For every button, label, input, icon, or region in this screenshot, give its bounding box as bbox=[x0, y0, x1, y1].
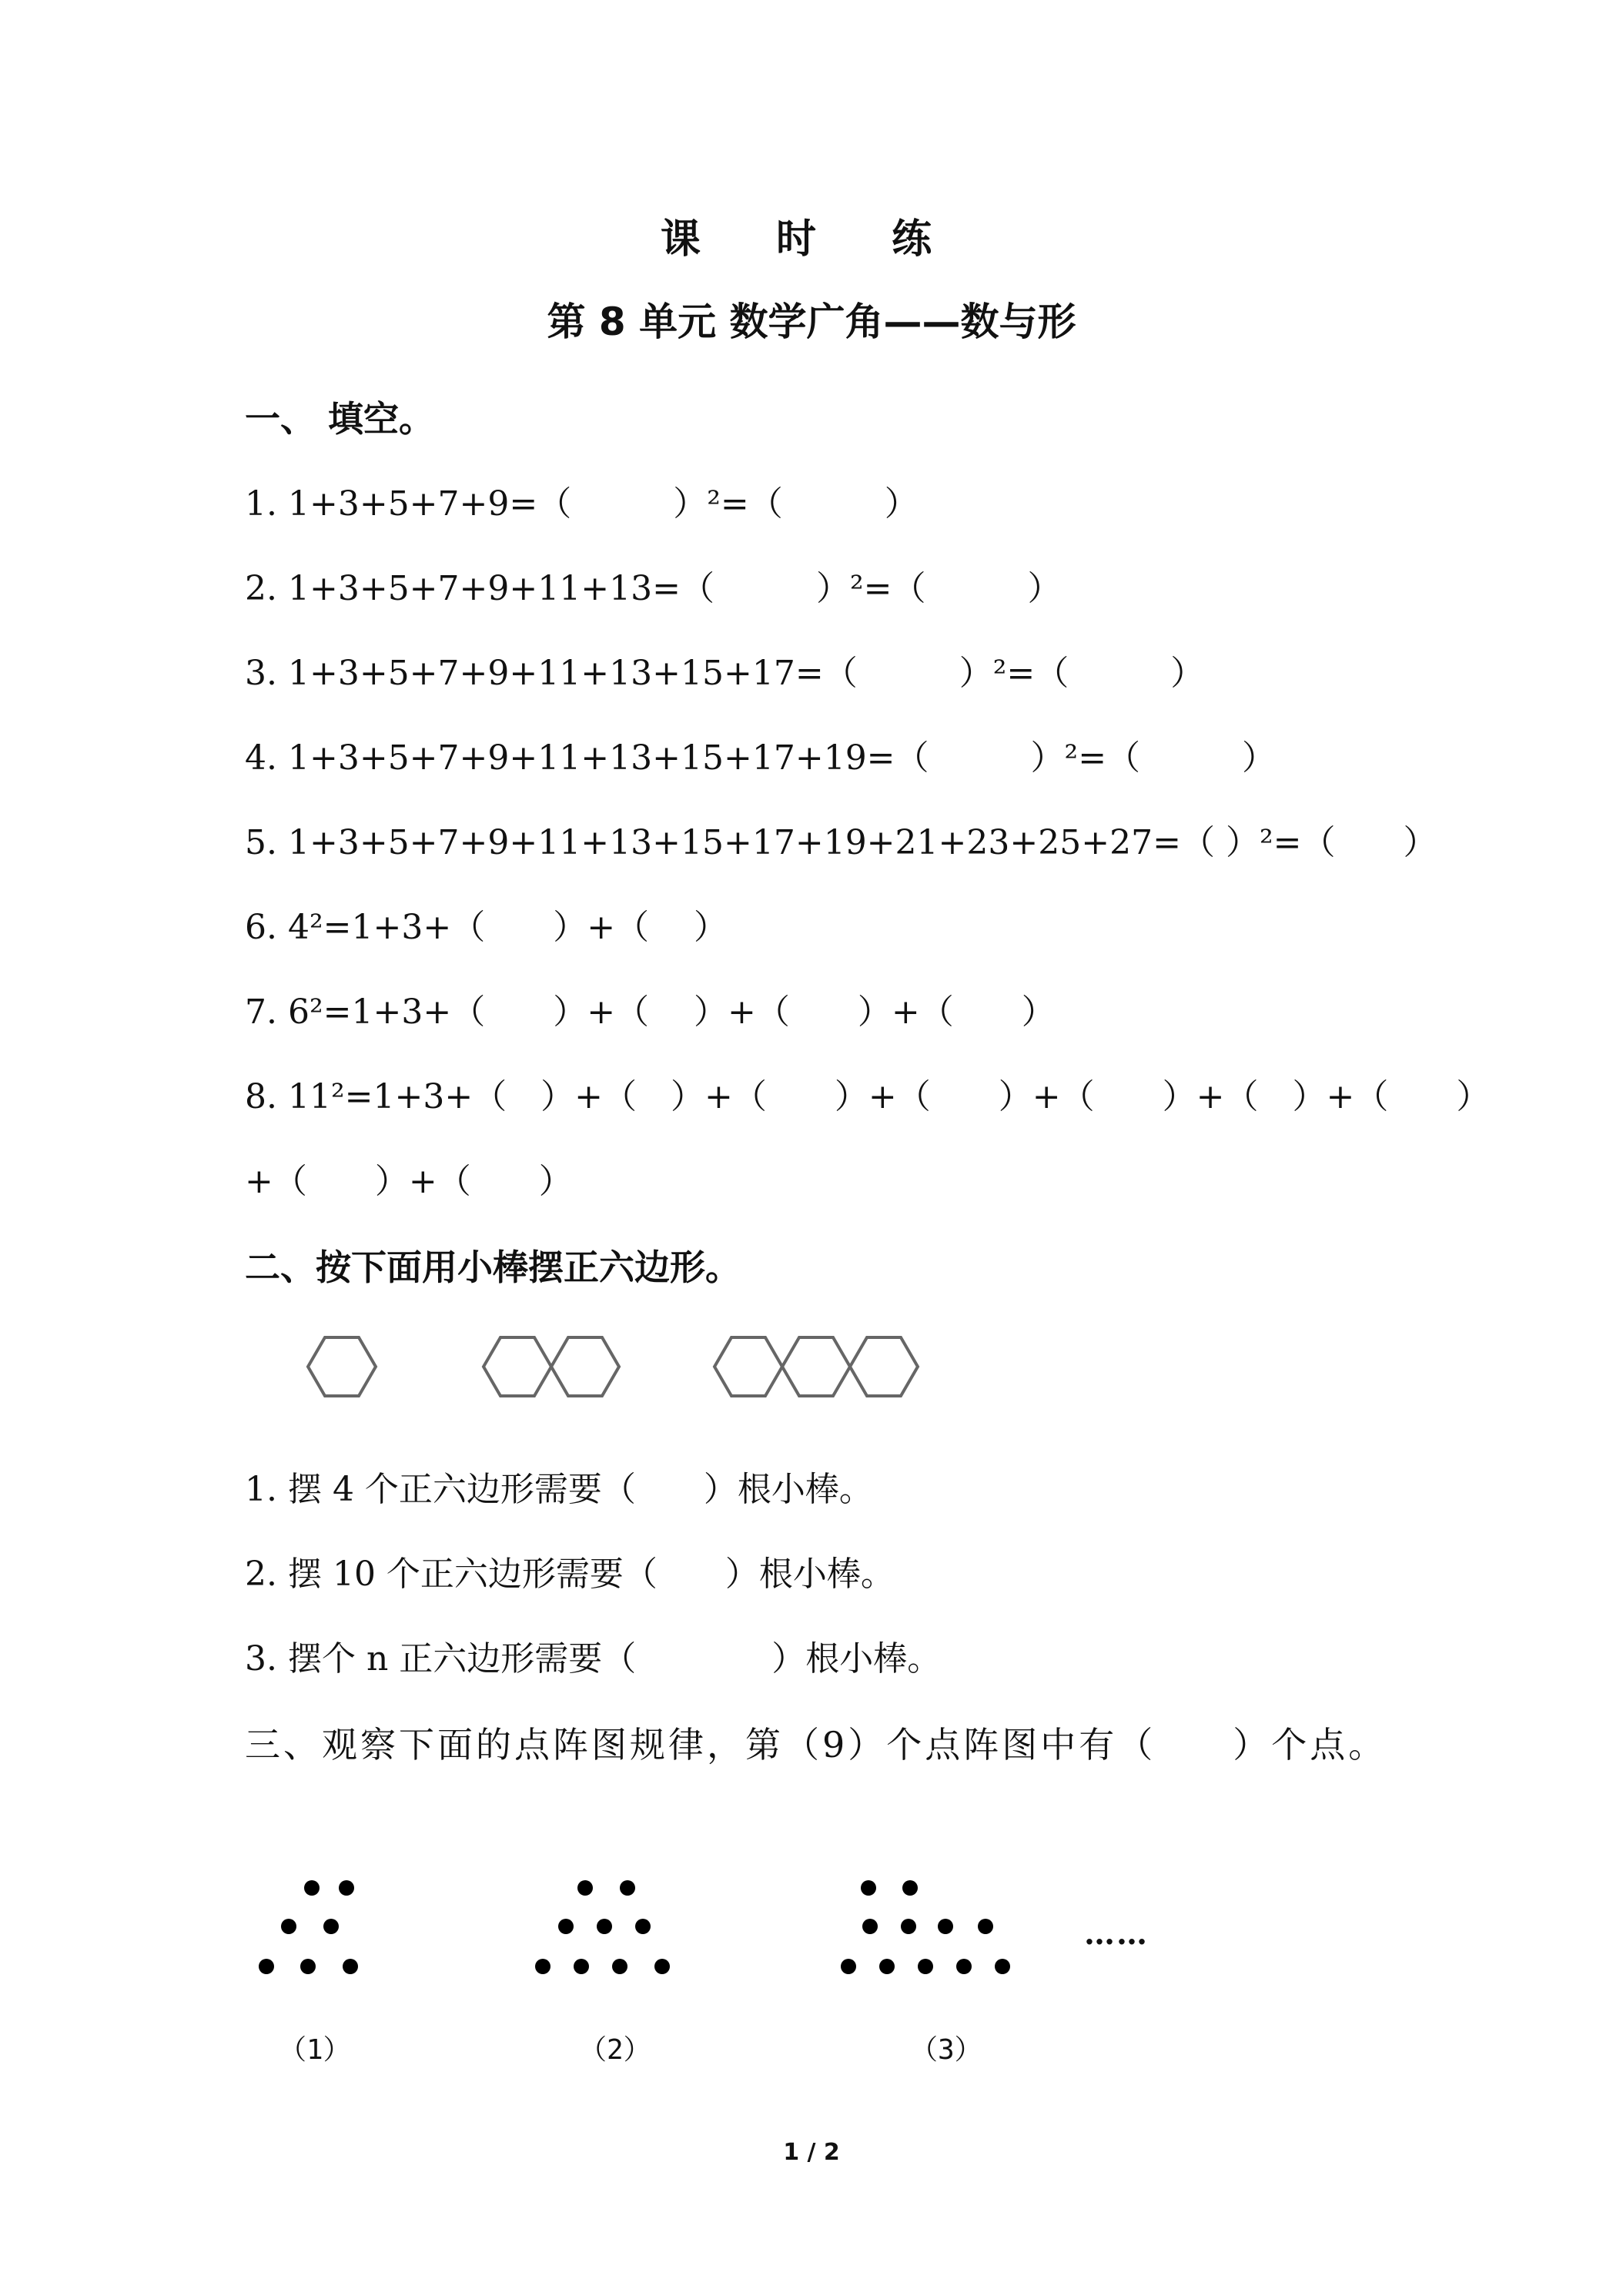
hexagon-figure-2 bbox=[484, 1337, 619, 1396]
hexagon-question-3: 3. 摆个 n 正六边形需要（ ）根小棒。 bbox=[245, 1639, 942, 1678]
section-1-heading: 一、 填空。 bbox=[245, 398, 435, 440]
fill-item-2: 2. 1+3+5+7+9+11+13=（ ）²=（ ） bbox=[245, 569, 1062, 608]
dot-array-label-2: （2） bbox=[579, 2034, 651, 2066]
fill-item-8: 8. 11²=1+3+（ ）+（ ）+（ ）+（ ）+（ ）+（ ）+（ ） bbox=[245, 1077, 1491, 1116]
section-3-heading: 三、观察下面的点阵图规律，第（9）个点阵图中有（ ）个点。 bbox=[245, 1724, 1387, 1766]
fill-item-3: 3. 1+3+5+7+9+11+13+15+17=（ ）²=（ ） bbox=[245, 654, 1205, 693]
hexagon-figure-3 bbox=[714, 1337, 918, 1396]
fill-item-8-continued: +（ ）+（ ） bbox=[245, 1162, 573, 1201]
fill-item-6: 6. 4²=1+3+（ ）+（ ） bbox=[245, 908, 728, 947]
dot-array-label-1: （1） bbox=[279, 2034, 351, 2066]
fill-item-4: 4. 1+3+5+7+9+11+13+15+17+19=（ ）²=（ ） bbox=[245, 738, 1277, 778]
hexagon-question-2: 2. 摆 10 个正六边形需要（ ）根小棒。 bbox=[245, 1555, 895, 1594]
fill-item-1: 1. 1+3+5+7+9=（ ）²=（ ） bbox=[245, 484, 919, 524]
section-2-heading: 二、按下面用小棒摆正六边形。 bbox=[245, 1247, 741, 1288]
dot-array-2 bbox=[535, 1880, 670, 1974]
hexagon-figure-1 bbox=[308, 1337, 376, 1396]
continuation-ellipsis: …… bbox=[1084, 1916, 1149, 1952]
fill-item-7: 7. 6²=1+3+（ ）+（ ）+（ ）+（ ） bbox=[245, 992, 1056, 1032]
dot-array-3 bbox=[841, 1880, 1010, 1974]
fill-item-5: 5. 1+3+5+7+9+11+13+15+17+19+21+23+25+27=（ ）²=（ ） bbox=[245, 823, 1437, 862]
unit-subtitle: 第 8 单元 数学广角——数与形 bbox=[547, 300, 1076, 344]
hexagon-figures bbox=[293, 1313, 955, 1421]
dot-array-1 bbox=[259, 1880, 358, 1974]
dot-array-label-3: （3） bbox=[910, 2034, 982, 2066]
dot-array-figures bbox=[246, 1871, 1093, 2010]
hexagon-question-1: 1. 摆 4 个正六边形需要（ ）根小棒。 bbox=[245, 1470, 873, 1509]
page-title: 课 时 练 bbox=[660, 216, 963, 263]
page-number: 1 / 2 bbox=[783, 2139, 840, 2166]
